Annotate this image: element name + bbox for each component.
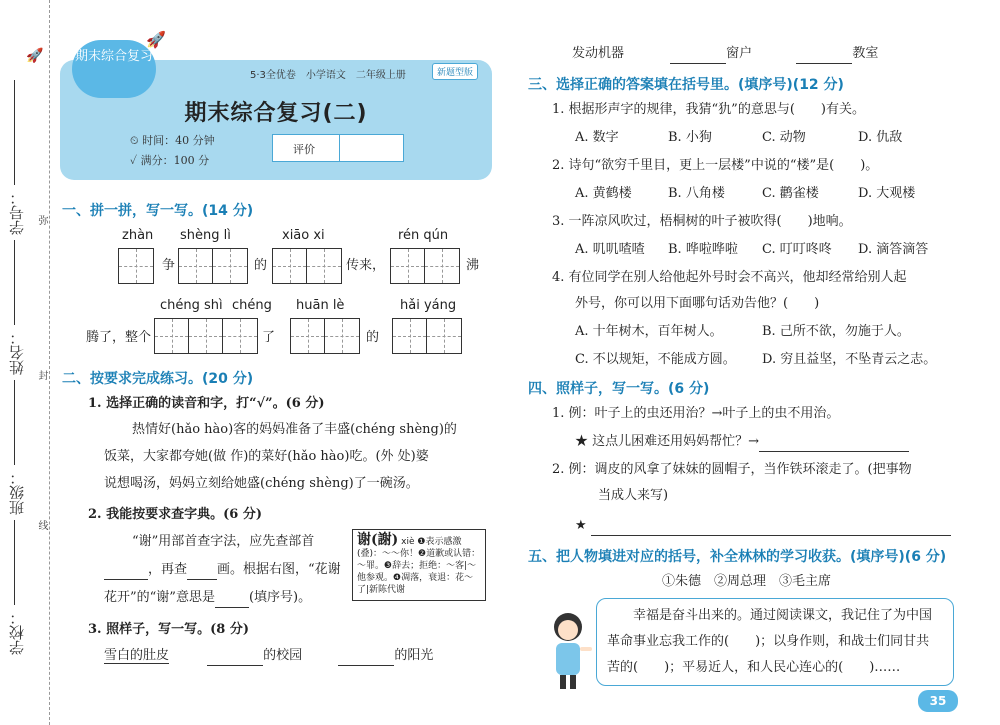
q1-line-1[interactable]: 热情好(hǎo hào)客的妈妈准备了丰盛(chéng shèng)的 bbox=[132, 422, 457, 437]
s3-q2: 2. 诗句“欲穷千里目，更上一层楼”中说的“楼”是( )。 bbox=[552, 158, 879, 173]
name-line bbox=[14, 240, 15, 325]
text-fei: 沸 bbox=[466, 258, 480, 273]
id-line bbox=[14, 80, 15, 185]
answer-blank[interactable] bbox=[670, 48, 726, 64]
writing-grid[interactable] bbox=[178, 248, 248, 284]
s4-q2-line-2: 当成人来写) bbox=[598, 488, 669, 503]
s3-q4-line-2: 外号，你可以用下面哪句话劝告他？( ) bbox=[575, 296, 820, 311]
s4-q1-task bbox=[575, 432, 909, 452]
s3-q1: 1. 根据形声字的规律，我猜“犰”的意思与( )有关。 bbox=[552, 102, 865, 117]
answer-blank[interactable] bbox=[215, 592, 249, 608]
q1-line-2[interactable]: 饭菜，大家都夸她(做 作)的菜好(hǎo hào)吃。(外 处)婆 bbox=[104, 449, 429, 464]
s3-q1-opt-a[interactable]: A. 数字 bbox=[575, 130, 619, 145]
q2-text-c: 花开”的“谢”意思是 bbox=[104, 590, 215, 605]
s3-q3-opt-d[interactable]: D. 滴答滴答 bbox=[858, 242, 929, 257]
section-2-title: 二、按要求完成练习。(20 分) bbox=[62, 371, 254, 387]
seal-mark-feng: 封 bbox=[36, 370, 47, 380]
q2-text-a: ，再查 bbox=[148, 562, 188, 577]
pinyin-zhan: zhàn bbox=[122, 228, 154, 243]
s3-q4-opt-c[interactable]: C. 不以规矩，不能成方圆。 bbox=[575, 352, 736, 367]
s3-q2-opt-d[interactable]: D. 大观楼 bbox=[858, 186, 916, 201]
school-line bbox=[14, 520, 15, 605]
answer-blank[interactable] bbox=[207, 650, 263, 666]
text-de: 的 bbox=[254, 258, 268, 273]
writing-grid[interactable] bbox=[272, 248, 342, 284]
full-score: ✓ 满分：100 分 bbox=[130, 154, 210, 167]
q3-prompt: 3. 照样子，写一写。(8 分) bbox=[88, 622, 249, 637]
seal-mark-xian: 线 bbox=[36, 520, 47, 530]
class-line bbox=[14, 380, 15, 465]
writing-grid[interactable] bbox=[154, 318, 258, 354]
s3-q1-opt-d[interactable]: D. 仇敌 bbox=[858, 130, 903, 145]
s3-q4-opt-b[interactable]: B. 己所不欲，勿施于人。 bbox=[762, 324, 910, 339]
s3-q3: 3. 一阵凉风吹过，梧桐树的叶子被吹得( )地响。 bbox=[552, 214, 852, 229]
pinyin-huanle: huān lè bbox=[296, 298, 345, 313]
rocket-icon: 🚀 bbox=[26, 48, 44, 64]
answer-line[interactable] bbox=[591, 522, 951, 536]
s4-q1-example: 1. 例：叶子上的虫还用治？→叶子上的虫不用治。 bbox=[552, 406, 840, 421]
s4-q1-star-text: ★ 这点儿困难还用妈妈帮忙？→ bbox=[575, 434, 760, 449]
q2-prompt: 2. 我能按要求查字典。(6 分) bbox=[88, 507, 262, 522]
q3-line bbox=[104, 646, 433, 666]
top-word-b: 窗户 bbox=[726, 46, 753, 61]
pinyin-shengli: shèng lì bbox=[180, 228, 231, 243]
q3-sunshine: 的阳光 bbox=[394, 648, 434, 663]
binding-margin bbox=[0, 0, 50, 725]
new-edition-tag: 新题型版 bbox=[432, 63, 478, 80]
pinyin-chengshi: chéng shì bbox=[160, 298, 223, 313]
section-1-title: 一、拼一拼，写一写。(14 分) bbox=[62, 203, 254, 219]
s3-q3-opt-b[interactable]: B. 哗啦哗啦 bbox=[668, 242, 738, 257]
s3-q3-opt-a[interactable]: A. 叽叽喳喳 bbox=[575, 242, 645, 257]
pinyin-xiaoxi: xiāo xi bbox=[282, 228, 325, 243]
s3-q2-opt-a[interactable]: A. 黄鹤楼 bbox=[575, 186, 632, 201]
q3-campus: 的校园 bbox=[263, 648, 303, 663]
answer-blank[interactable] bbox=[796, 48, 852, 64]
text-de2: 的 bbox=[366, 330, 380, 345]
text-tengle: 腾了，整个 bbox=[86, 330, 152, 345]
s3-q4-line-1: 4. 有位同学在别人给他起外号时会不高兴，他却经常给别人起 bbox=[552, 270, 907, 285]
q1-prompt: 1. 选择正确的读音和字，打“√”。(6 分) bbox=[88, 396, 325, 411]
q2-line-2 bbox=[104, 560, 341, 580]
section-4-title: 四、照样子，写一写。(6 分) bbox=[528, 381, 710, 397]
dict-pinyin: xiè bbox=[401, 537, 415, 547]
q2-line-1: “谢”用部首查字法，应先查部首 bbox=[132, 534, 315, 549]
q2-text-d: (填序号)。 bbox=[248, 590, 312, 605]
time-limit: ⏲ 时间：40 分钟 bbox=[130, 134, 215, 147]
s3-q2-opt-c[interactable]: C. 鹳雀楼 bbox=[762, 186, 819, 201]
answer-blank[interactable] bbox=[187, 564, 217, 580]
text-chuanlai: 传来， bbox=[346, 258, 386, 273]
dict-char: 谢(謝) bbox=[357, 532, 399, 548]
q2-line-3 bbox=[104, 588, 311, 608]
writing-grid[interactable] bbox=[392, 318, 462, 354]
top-word-c: 教室 bbox=[852, 46, 879, 61]
s3-q4-opt-d[interactable]: D. 穷且益坚，不坠青云之志。 bbox=[762, 352, 937, 367]
series-info: 5·3全优卷 小学语文 二年级上册 bbox=[250, 70, 406, 81]
page-title: 期末综合复习(二) bbox=[184, 101, 368, 126]
writing-grid[interactable] bbox=[290, 318, 360, 354]
s3-q1-opt-b[interactable]: B. 小狗 bbox=[668, 130, 712, 145]
seal-mark-mi: 弥 bbox=[36, 215, 47, 225]
text-le: 了 bbox=[262, 330, 276, 345]
text-zheng: 争 bbox=[162, 258, 176, 273]
student-id-label: 学号： bbox=[8, 190, 26, 235]
learning-bubble bbox=[596, 598, 954, 686]
answer-line[interactable] bbox=[759, 436, 909, 452]
top-word-a: 发动机器 bbox=[572, 46, 625, 61]
s3-q3-opt-c[interactable]: C. 叮叮咚咚 bbox=[762, 242, 832, 257]
section-3-title: 三、选择正确的答案填在括号里。(填序号)(12 分) bbox=[528, 77, 844, 93]
review-badge: 期末综合复习 bbox=[72, 40, 156, 98]
girl-illustration-icon bbox=[540, 605, 596, 691]
pinyin-haiyang: hǎi yáng bbox=[400, 298, 457, 313]
s5-options: ①朱德 ②周总理 ③毛主席 bbox=[662, 574, 832, 589]
s4-q2-task bbox=[575, 516, 951, 536]
pinyin-renqun: rén qún bbox=[398, 228, 449, 243]
right-top-line bbox=[572, 44, 878, 64]
page-number: 35 bbox=[918, 690, 958, 712]
answer-blank[interactable] bbox=[338, 650, 394, 666]
school-label: 学校： bbox=[8, 610, 26, 655]
bubble-line-3[interactable]: 苦的( )；平易近人，和人民心连心的( )…… bbox=[607, 660, 901, 675]
pinyin-cheng: chéng bbox=[232, 298, 272, 313]
name-label: 姓名： bbox=[8, 330, 26, 375]
s4-q2-line-1: 2. 例：调皮的风拿了妹妹的圆帽子，当作铁环滚走了。(把事物 bbox=[552, 462, 912, 477]
bubble-line-2[interactable]: 革命事业忘我工作的( )；以身作则，和战士们同甘共 bbox=[607, 634, 930, 649]
dictionary-entry bbox=[352, 529, 486, 601]
evaluation-divider bbox=[339, 135, 340, 161]
q1-line-3[interactable]: 说想喝汤，妈妈立刻给她盛(chéng shèng)了一碗汤。 bbox=[104, 476, 419, 491]
s3-q4-opt-a[interactable]: A. 十年树木，百年树人。 bbox=[575, 324, 723, 339]
dict-definitions: ❶表示感激(叠)：～～你！❷道歉或认错：～罪。❸辞去；拒绝：～客|～他参观。❹凋落，衰退：花～了|新陈代谢 bbox=[357, 537, 481, 595]
answer-blank[interactable] bbox=[104, 564, 148, 580]
evaluation-box[interactable] bbox=[272, 134, 404, 162]
rocket-icon: 🚀 bbox=[146, 30, 166, 49]
section-5-title: 五、把人物填进对应的括号，补全林林的学习收获。(填序号)(6 分) bbox=[528, 549, 947, 565]
star-icon: ★ bbox=[575, 518, 587, 533]
q2-text-b: 画。根据右图，“花谢 bbox=[217, 562, 341, 577]
evaluation-label: 评价 bbox=[293, 143, 315, 156]
writing-grid[interactable] bbox=[390, 248, 460, 284]
bubble-line-1: 幸福是奋斗出来的。通过阅读课文，我记住了为中国 bbox=[607, 608, 933, 623]
writing-grid[interactable] bbox=[118, 248, 154, 284]
q3-example: 雪白的肚皮 bbox=[104, 648, 170, 663]
class-label: 班级： bbox=[8, 470, 26, 515]
s3-q1-opt-c[interactable]: C. 动物 bbox=[762, 130, 806, 145]
s3-q2-opt-b[interactable]: B. 八角楼 bbox=[668, 186, 725, 201]
